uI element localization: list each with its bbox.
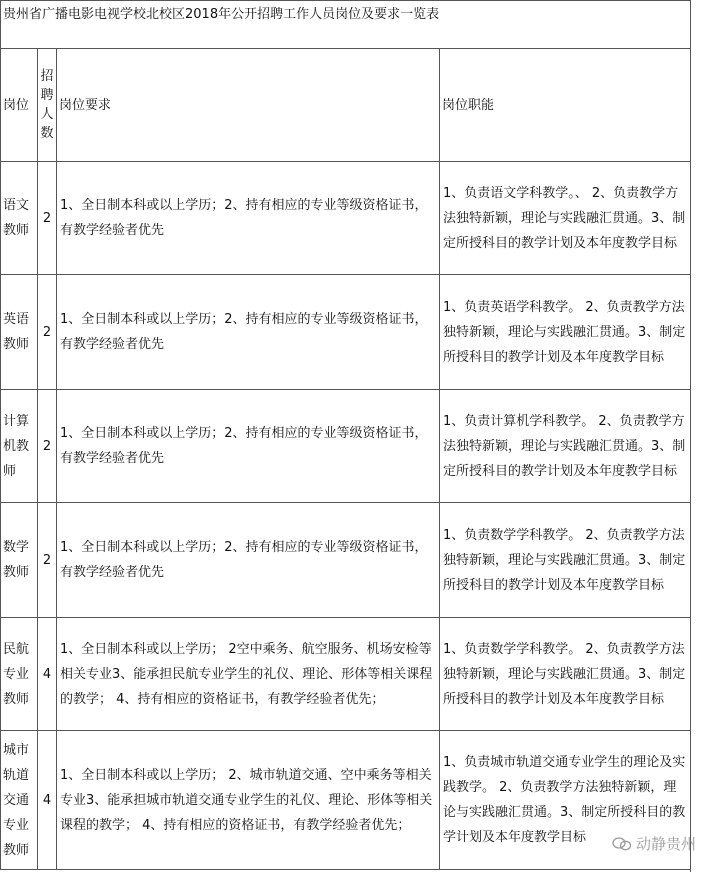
requirements-cell: 1、全日制本科或以上学历；2、持有相应的专业等级资格证书，有教学经验者优先 xyxy=(57,162,440,275)
table-row xyxy=(1,503,691,618)
header-position: 岗位 xyxy=(1,49,38,162)
table-row xyxy=(1,390,691,503)
duties-cell: 1、负责城市轨道交通专业学生的理论及实践教学。 2、负责教学方法独特新颖，理论与实践融汇贯通。3、制定所授科目的教学计划及本年度教学目标 xyxy=(440,731,691,870)
requirements-cell: 1、全日制本科或以上学历；2、持有相应的专业等级资格证书，有教学经验者优先 xyxy=(57,390,440,503)
count-cell: 2 xyxy=(38,275,57,390)
requirements-cell: 1、全日制本科或以上学历； 2空中乘务、航空服务、机场安检等相关专业3、能承担民航专业学生的礼仪、理论、形体等相关课程的教学； 4、持有相应的资格证书，有教学经验者优先； xyxy=(57,618,440,731)
position-cell: 计算机教师 xyxy=(1,390,38,503)
table-title: 贵州省广播电影电视学校北校区2018年公开招聘工作人员岗位及要求一览表 xyxy=(1,1,691,49)
header-duties: 岗位职能 xyxy=(440,49,691,162)
table-row xyxy=(1,731,691,870)
table-row xyxy=(1,162,691,275)
watermark xyxy=(612,833,696,854)
requirements-cell: 1、全日制本科或以上学历；2、持有相应的专业等级资格证书，有教学经验者优先 xyxy=(57,275,440,390)
wechat-chat-icon xyxy=(612,837,632,851)
table-row xyxy=(1,618,691,731)
requirements-cell: 1、全日制本科或以上学历；2、持有相应的专业等级资格证书，有教学经验者优先 xyxy=(57,503,440,618)
duties-cell: 1、负责数学学科教学。 2、负责教学方法独特新颖，理论与实践融汇贯通。3、制定所授科目的教学计划及本年度教学目标 xyxy=(440,618,691,731)
count-cell: 2 xyxy=(38,390,57,503)
duties-cell: 1、负责语文学科教学。、 2、负责教学方法独特新颖，理论与实践融汇贯通。3、制定所授科目的教学计划及本年度教学目标 xyxy=(440,162,691,275)
count-cell: 4 xyxy=(38,618,57,731)
position-cell: 数学教师 xyxy=(1,503,38,618)
position-cell: 语文教师 xyxy=(1,162,38,275)
duties-cell: 1、负责数学学科教学。 2、负责教学方法独特新颖，理论与实践融汇贯通。3、制定所授科目的教学计划及本年度教学目标 xyxy=(440,503,691,618)
table-row xyxy=(1,275,691,390)
position-cell: 民航专业教师 xyxy=(1,618,38,731)
title-row xyxy=(1,1,691,49)
position-cell: 城市轨道交通专业教师 xyxy=(1,731,38,870)
right-border-line xyxy=(690,0,691,872)
count-cell: 2 xyxy=(38,162,57,275)
requirements-cell: 1、全日制本科或以上学历； 2、城市轨道交通、空中乘务等相关专业3、能承担城市轨道交通专业学生的礼仪、理论、形体等相关课程的教学； 4、持有相应的资格证书，有教学经验者优先； xyxy=(57,731,440,870)
count-cell: 4 xyxy=(38,731,57,870)
position-cell: 英语教师 xyxy=(1,275,38,390)
header-row xyxy=(1,49,691,162)
header-requirements: 岗位要求 xyxy=(57,49,440,162)
watermark-text: 动静贵州 xyxy=(635,835,696,853)
header-count: 招聘人数 xyxy=(38,49,57,162)
duties-cell: 1、负责计算机学科教学。 2、负责教学方法独特新颖，理论与实践融汇贯通。3、制定所授科目的教学计划及本年度教学目标 xyxy=(440,390,691,503)
duties-cell: 1、负责英语学科教学。 2、负责教学方法独特新颖，理论与实践融汇贯通。3、制定所授科目的教学计划及本年度教学目标 xyxy=(440,275,691,390)
count-cell: 2 xyxy=(38,503,57,618)
